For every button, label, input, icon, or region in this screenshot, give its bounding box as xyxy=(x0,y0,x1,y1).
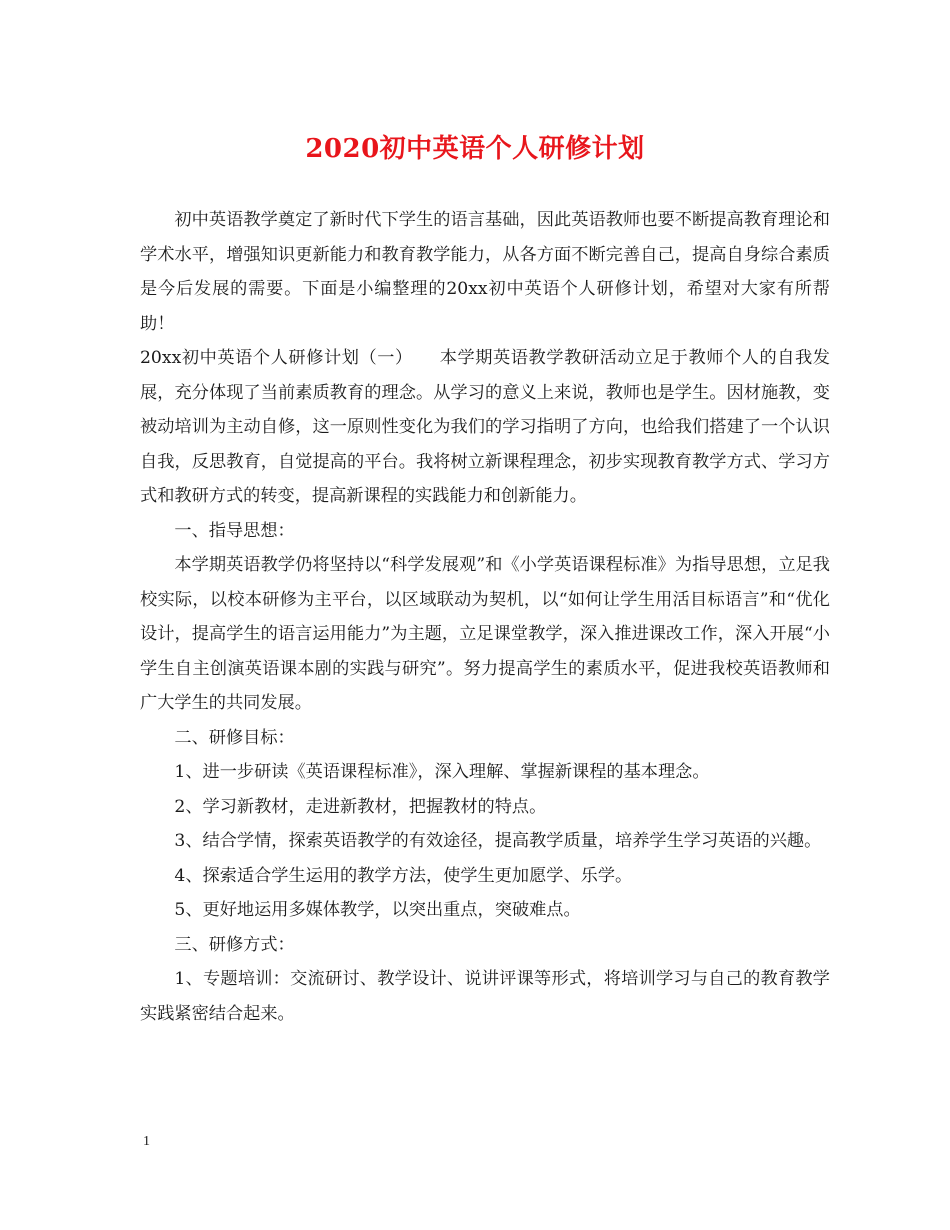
document-title: 2020初中英语个人研修计划 xyxy=(305,134,645,164)
goal-item-1: 1、进一步研读《英语课程标准》，深入理解、掌握新课程的基本理念。 xyxy=(174,762,710,782)
heading-research-goals: 二、研修目标： xyxy=(174,727,295,748)
paragraph-intro: 初中英语教学奠定了新时代下学生的语言基础，因此英语教师也要不断提高教育理论和学术水平，增强知识更新能力和教育教学能力，从各方面不断完善自己，提高自身综合素质是今后发展的需要。下面是小编整理的20xx初中英语个人研修计划，希望对大家有所帮助！ xyxy=(140,210,830,334)
goal-item-2: 2、学习新教材，走进新教材，把握教材的特点。 xyxy=(174,796,547,817)
goal-item-4: 4、探索适合学生运用的教学方法，使学生更加愿学、乐学。 xyxy=(174,865,633,886)
method-item-1: 1、专题培训：交流研讨、教学设计、说讲评课等形式，将培训学习与自己的教育教学实践紧密结合起来。 xyxy=(140,969,830,1024)
document-body xyxy=(140,203,830,1031)
paragraph-plan-one: 20xx初中英语个人研修计划（一） 本学期英语教学教研活动立足于教师个人的自我发展，充分体现了当前素质教育的理念。从学习的意义上来说，教师也是学生。因材施教，变被动培训为主动自修，这一原则性变化为我们的学习指明了方向，也给我们搭建了一个认识自我，反思教育，自觉提高的平台。我将树立新课程理念，初步实现教育教学方式、学习方式和教研方式的转变，提高新课程的实践能力和创新能力。 xyxy=(140,348,830,506)
heading-research-methods: 三、研修方式： xyxy=(174,934,295,955)
paragraph-guiding-thought: 本学期英语教学仍将坚持以“科学发展观”和《小学英语课程标准》为指导思想，立足我校实际，以校本研修为主平台，以区域联动为契机，以“如何让学生用活目标语言”和“优化设计，提高学生的语言运用能力”为主题，立足课堂教学，深入推进课改工作，深入开展“小学生自主创演英语课本剧的实践与研究”。努力提高学生的素质水平，促进我校英语教师和广大学生的共同发展。 xyxy=(140,555,830,713)
goal-item-5: 5、更好地运用多媒体教学，以突出重点，突破难点。 xyxy=(174,900,581,920)
goal-item-3: 3、结合学情，探索英语教学的有效途径，提高教学质量，培养学生学习英语的兴趣。 xyxy=(174,831,822,851)
heading-guiding-thought: 一、指导思想： xyxy=(174,520,295,541)
page-number: 1 xyxy=(143,1134,150,1149)
